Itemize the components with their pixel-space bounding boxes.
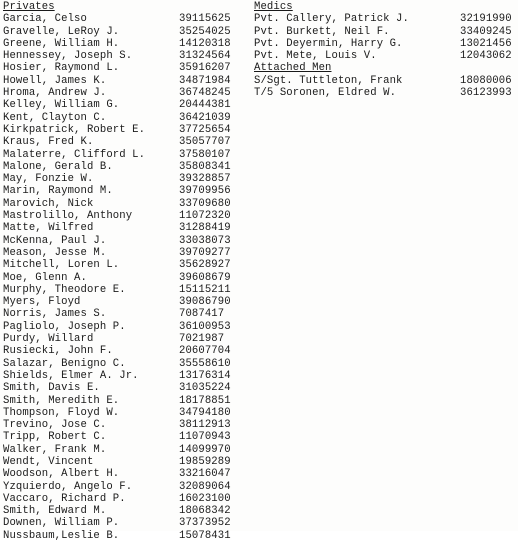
soldier-name: Hroma, Andrew J.: [3, 87, 107, 100]
serial-number: 35558610: [179, 357, 231, 370]
serial-number: 33709680: [179, 197, 231, 210]
serial-number: 38112913: [179, 419, 231, 432]
soldier-name: Hennessey, Joseph S.: [3, 50, 133, 63]
soldier-name: Yzquierdo, Angelo F.: [3, 480, 133, 493]
soldier-name: Kirkpatrick, Robert E.: [3, 123, 146, 136]
soldier-name: Marin, Raymond M.: [3, 185, 113, 198]
soldier-name: Salazar, Benigno C.: [3, 357, 126, 370]
soldier-name: May, Fonzie W.: [3, 173, 94, 186]
soldier-name: T/5 Soronen, Eldred W.: [254, 87, 397, 100]
private-row: [3, 468, 251, 480]
private-row: [3, 50, 251, 62]
medics-list: [254, 13, 518, 62]
private-row: [3, 112, 251, 124]
privates-list: [3, 13, 251, 542]
privates-heading: Privates: [3, 1, 55, 13]
private-row: [3, 493, 251, 505]
serial-number: 35628927: [179, 259, 231, 272]
serial-number: 13021456: [460, 37, 512, 50]
serial-number: 39608679: [179, 271, 231, 284]
private-row: [3, 456, 251, 468]
soldier-name: Thompson, Floyd W.: [3, 406, 120, 419]
serial-number: 14120318: [179, 37, 231, 50]
serial-number: 19859289: [179, 455, 231, 468]
medic-row: [254, 38, 518, 50]
soldier-name: Pvt. Mete, Louis V.: [254, 50, 377, 63]
private-row: [3, 222, 251, 234]
medic-row: [254, 26, 518, 38]
serial-number: 20607704: [179, 345, 231, 358]
private-row: [3, 505, 251, 517]
serial-number: 18068342: [179, 505, 231, 518]
serial-number: 31288419: [179, 222, 231, 235]
soldier-name: Mitchell, Loren L.: [3, 259, 120, 272]
soldier-name: Smith, Davis E.: [3, 382, 100, 395]
private-row: [3, 333, 251, 345]
soldier-name: Matte, Wilfred: [3, 222, 94, 235]
private-row: [3, 345, 251, 357]
serial-number: 39709277: [179, 246, 231, 259]
soldier-name: Myers, Floyd: [3, 296, 81, 309]
private-row: [3, 370, 251, 382]
serial-number: 31324564: [179, 50, 231, 63]
serial-number: 12043062: [460, 50, 512, 63]
private-row: [3, 296, 251, 308]
private-row: [3, 407, 251, 419]
soldier-name: Pagliolo, Joseph P.: [3, 320, 126, 333]
soldier-name: Hosier, Raymond L.: [3, 62, 120, 75]
private-row: [3, 481, 251, 493]
soldier-name: Rusiecki, John F.: [3, 345, 113, 358]
serial-number: 35808341: [179, 160, 231, 173]
private-row: [3, 395, 251, 407]
serial-number: 34794180: [179, 406, 231, 419]
soldier-name: Greene, William H.: [3, 37, 120, 50]
soldier-name: Purdy, Willard: [3, 333, 94, 346]
private-row: [3, 26, 251, 38]
private-row: [3, 247, 251, 259]
private-row: [3, 210, 251, 222]
private-row: [3, 62, 251, 74]
serial-number: 39115625: [179, 13, 231, 26]
serial-number: 32089064: [179, 480, 231, 493]
right-column: [254, 1, 518, 99]
private-row: [3, 431, 251, 443]
private-row: [3, 419, 251, 431]
soldier-name: Vaccaro, Richard P.: [3, 492, 126, 505]
serial-number: 32191990: [460, 13, 512, 26]
private-row: [3, 444, 251, 456]
soldier-name: Garcia, Celso: [3, 13, 87, 26]
serial-number: 14099970: [179, 443, 231, 456]
soldier-name: Moe, Glenn A.: [3, 271, 87, 284]
soldier-name: Trevino, Jose C.: [3, 419, 107, 432]
soldier-name: Shields, Elmer A. Jr.: [3, 369, 139, 382]
private-row: [3, 308, 251, 320]
soldier-name: McKenna, Paul J.: [3, 234, 107, 247]
attached-man-row: [254, 87, 518, 99]
soldier-name: Meason, Jesse M.: [3, 246, 107, 259]
soldier-name: Kelley, William G.: [3, 99, 120, 112]
attached-men-section: [254, 62, 518, 99]
soldier-name: Malaterre, Clifford L.: [3, 148, 146, 161]
soldier-name: Smith, Meredith E.: [3, 394, 120, 407]
soldier-name: Tripp, Robert C.: [3, 431, 107, 444]
serial-number: 16023100: [179, 492, 231, 505]
private-row: [3, 382, 251, 394]
medic-row: [254, 13, 518, 25]
serial-number: 15115211: [179, 283, 231, 296]
serial-number: 37580107: [179, 148, 231, 161]
soldier-name: Pvt. Callery, Patrick J.: [254, 13, 409, 26]
private-row: [3, 284, 251, 296]
private-row: [3, 13, 251, 25]
serial-number: 13176314: [179, 369, 231, 382]
soldier-name: Smith, Edward M.: [3, 505, 107, 518]
private-row: [3, 173, 251, 185]
soldier-name: Marovich, Nick: [3, 197, 94, 210]
serial-number: 11072320: [179, 210, 231, 223]
serial-number: 33409245: [460, 25, 512, 38]
soldier-name: Pvt. Deyermin, Harry G.: [254, 37, 403, 50]
serial-number: 7087417: [179, 308, 225, 321]
soldier-name: Nussbaum,Leslie B.: [3, 529, 120, 542]
private-row: [3, 358, 251, 370]
soldier-name: Kent, Clayton C.: [3, 111, 107, 124]
serial-number: 11070943: [179, 431, 231, 444]
soldier-name: Norris, James S.: [3, 308, 107, 321]
soldier-name: Pvt. Burkett, Neil F.: [254, 25, 390, 38]
serial-number: 33216047: [179, 468, 231, 481]
serial-number: 34871984: [179, 74, 231, 87]
serial-number: 37725654: [179, 123, 231, 136]
serial-number: 36421039: [179, 111, 231, 124]
soldier-name: S/Sgt. Tuttleton, Frank: [254, 74, 403, 87]
private-row: [3, 235, 251, 247]
serial-number: 35916207: [179, 62, 231, 75]
soldier-name: Woodson, Albert H.: [3, 468, 120, 481]
private-row: [3, 321, 251, 333]
serial-number: 35254025: [179, 25, 231, 38]
private-row: [3, 99, 251, 111]
private-row: [3, 185, 251, 197]
soldier-name: Walker, Frank M.: [3, 443, 107, 456]
soldier-name: Malone, Gerald B.: [3, 160, 113, 173]
serial-number: 37373952: [179, 517, 231, 530]
serial-number: 39328857: [179, 173, 231, 186]
serial-number: 18178851: [179, 394, 231, 407]
soldier-name: Mastrolillo, Anthony: [3, 210, 133, 223]
serial-number: 7021987: [179, 333, 225, 346]
serial-number: 39709956: [179, 185, 231, 198]
private-row: [3, 517, 251, 529]
soldier-name: Downen, William P.: [3, 517, 120, 530]
soldier-name: Howell, James K.: [3, 74, 107, 87]
soldier-name: Gravelle, LeRoy J.: [3, 25, 120, 38]
serial-number: 15078431: [179, 529, 231, 542]
private-row: [3, 124, 251, 136]
privates-section: [3, 1, 251, 542]
medics-heading: Medics: [254, 1, 293, 13]
serial-number: 18080006: [460, 74, 512, 87]
attached-men-heading: Attached Men: [254, 62, 332, 75]
private-row: [3, 259, 251, 271]
medic-row: [254, 50, 518, 62]
medics-section: [254, 1, 518, 62]
serial-number: 33038073: [179, 234, 231, 247]
attached-man-row: [254, 75, 518, 87]
attached-men-list: [254, 75, 518, 100]
private-row: [3, 149, 251, 161]
private-row: [3, 136, 251, 148]
private-row: [3, 530, 251, 542]
soldier-name: Wendt, Vincent: [3, 455, 94, 468]
private-row: [3, 198, 251, 210]
private-row: [3, 87, 251, 99]
serial-number: 36100953: [179, 320, 231, 333]
private-row: [3, 272, 251, 284]
private-row: [3, 161, 251, 173]
serial-number: 36748245: [179, 87, 231, 100]
soldier-name: Kraus, Fred K.: [3, 136, 94, 149]
serial-number: 39086790: [179, 296, 231, 309]
serial-number: 31035224: [179, 382, 231, 395]
soldier-name: Murphy, Theodore E.: [3, 283, 126, 296]
private-row: [3, 38, 251, 50]
serial-number: 20444381: [179, 99, 231, 112]
serial-number: 36123993: [460, 87, 512, 100]
private-row: [3, 75, 251, 87]
serial-number: 35057707: [179, 136, 231, 149]
